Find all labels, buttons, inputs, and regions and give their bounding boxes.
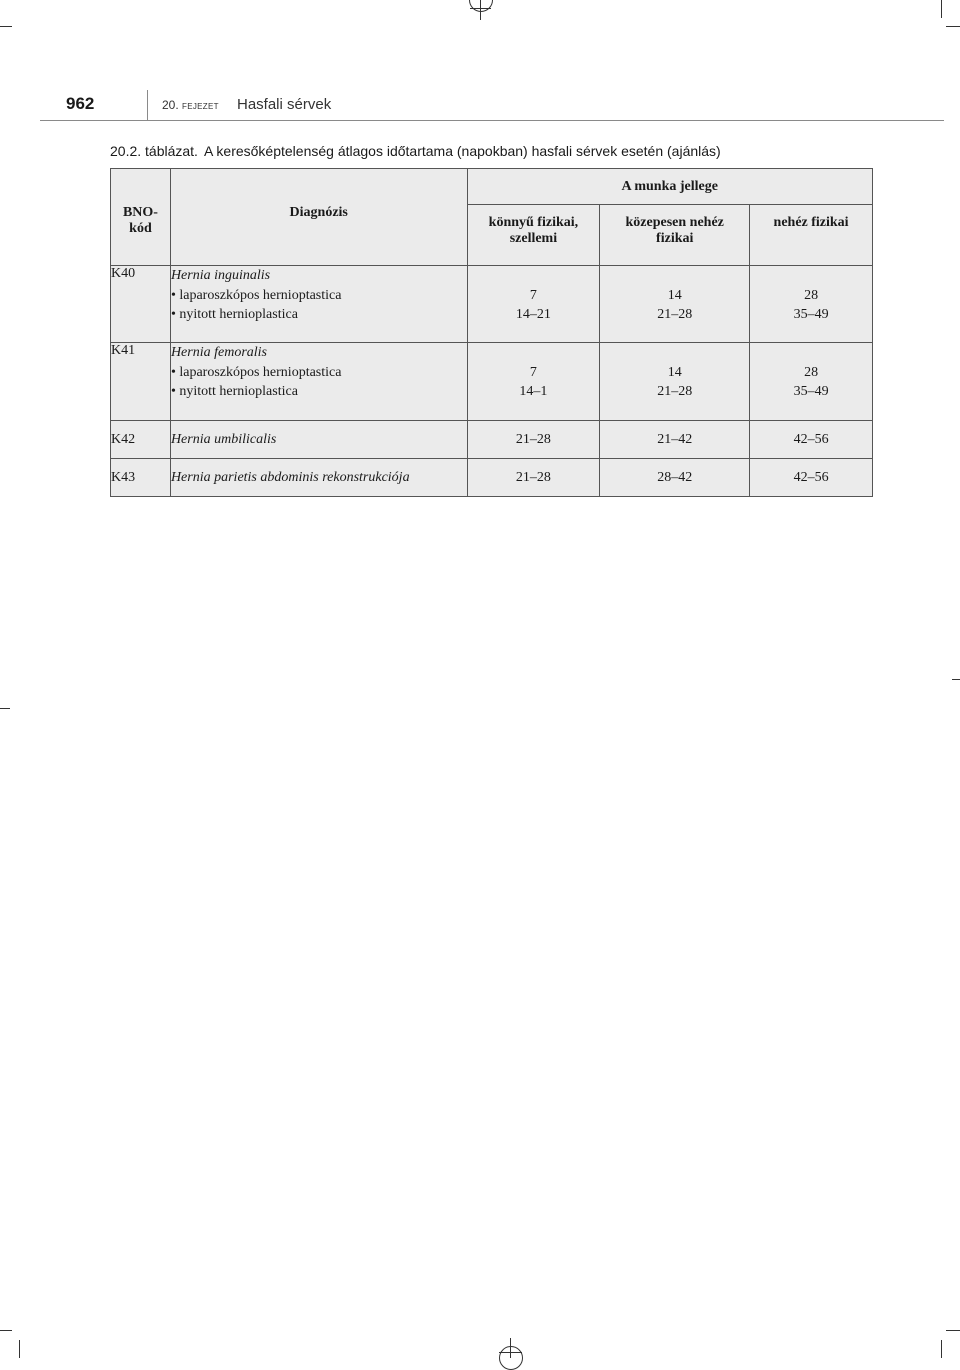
row-diagnosis (170, 421, 467, 459)
crop-mark (941, 0, 942, 18)
crop-mark (0, 1330, 12, 1331)
chapter-number: 20. (162, 98, 179, 112)
crop-mark (952, 679, 960, 680)
header-diagnosis-top (170, 169, 467, 205)
value-cell: 21–28 (657, 384, 693, 399)
diagnosis-name: Hernia femoralis (170, 345, 267, 360)
table-caption-text: A keresőképtelenség átlagos időtartama (napokban) hasfali sérvek esetén (ajánlás) (203, 143, 721, 159)
diagnosis-item: • nyitott hernioplastica (170, 307, 298, 322)
heavy-values (750, 266, 873, 343)
crop-mark (946, 26, 960, 27)
value-cell: 28–42 (600, 459, 750, 497)
value-cell: 35–49 (793, 307, 829, 322)
value-cell: 7 (529, 364, 537, 380)
row-code: K42 (111, 421, 171, 459)
heavy-values (750, 343, 873, 421)
running-header (40, 94, 944, 121)
chapter-title: Hasfali sérvek (237, 96, 332, 113)
header-code-line1: BNO- (122, 204, 158, 220)
sick-leave-table (110, 168, 873, 497)
row-diagnosis (170, 459, 467, 497)
table-row (111, 343, 873, 421)
diagnosis-name: Hernia parietis abdominis rekonstrukciója (170, 469, 410, 485)
diagnosis-item: • laparoszkópos hernioptastica (170, 364, 342, 380)
row-code: K43 (111, 459, 171, 497)
row-code: K40 (111, 266, 171, 343)
registration-mark-icon (499, 1346, 523, 1370)
diagnosis-name: Hernia inguinalis (170, 268, 271, 283)
crop-mark (941, 1340, 942, 1358)
medium-values (600, 343, 750, 421)
crop-mark (19, 1340, 20, 1358)
value-cell: 28 (804, 287, 819, 303)
diagnosis-name: Hernia umbilicalis (170, 431, 277, 447)
row-diagnosis (170, 266, 467, 343)
row-code: K41 (111, 343, 171, 421)
header-medium (600, 205, 750, 266)
table-caption-label: 20.2. táblázat. (110, 143, 198, 159)
header-light (467, 205, 600, 266)
value-cell: 21–42 (600, 421, 750, 459)
crop-mark (946, 1330, 960, 1331)
header-medium-line2: fizikai (656, 231, 694, 246)
light-values (467, 343, 600, 421)
crop-mark (0, 708, 10, 709)
medium-values (600, 266, 750, 343)
table-caption (110, 143, 721, 159)
value-cell: 14 (667, 364, 682, 380)
value-cell: 21–28 (467, 459, 600, 497)
table-row (111, 266, 873, 343)
crop-mark (0, 26, 12, 27)
registration-mark-icon (469, 0, 493, 12)
header-light-line1: könnyű fizikai, (488, 215, 579, 230)
value-cell: 42–56 (750, 459, 873, 497)
diagnosis-item: • nyitott hernioplastica (170, 384, 298, 399)
chapter-label (162, 98, 219, 112)
value-cell: 35–49 (793, 384, 829, 399)
header-light-line2: szellemi (509, 231, 558, 246)
value-cell: 21–28 (657, 307, 693, 322)
table-row (111, 421, 873, 459)
header-heavy: nehéz fizikai (750, 205, 873, 266)
header-medium-line1: közepesen nehéz (625, 215, 724, 230)
value-cell: 7 (529, 287, 537, 303)
header-code (111, 205, 171, 266)
light-values (467, 266, 600, 343)
chapter-word: FEJEZET (182, 102, 219, 111)
header-code-top (111, 169, 171, 205)
value-cell: 14–21 (515, 307, 551, 322)
page-number: 962 (66, 94, 95, 113)
header-code-line2: kód (129, 220, 152, 236)
value-cell: 21–28 (467, 421, 600, 459)
value-cell: 28 (804, 364, 819, 380)
header-divider (147, 90, 148, 120)
table-row (111, 459, 873, 497)
header-work-type: A munka jellege (467, 169, 873, 205)
row-diagnosis (170, 343, 467, 421)
value-cell: 14 (667, 287, 682, 303)
value-cell: 14–1 (519, 384, 548, 399)
header-diagnosis: Diagnózis (170, 205, 467, 266)
value-cell: 42–56 (750, 421, 873, 459)
diagnosis-item: • laparoszkópos hernioptastica (170, 287, 342, 303)
